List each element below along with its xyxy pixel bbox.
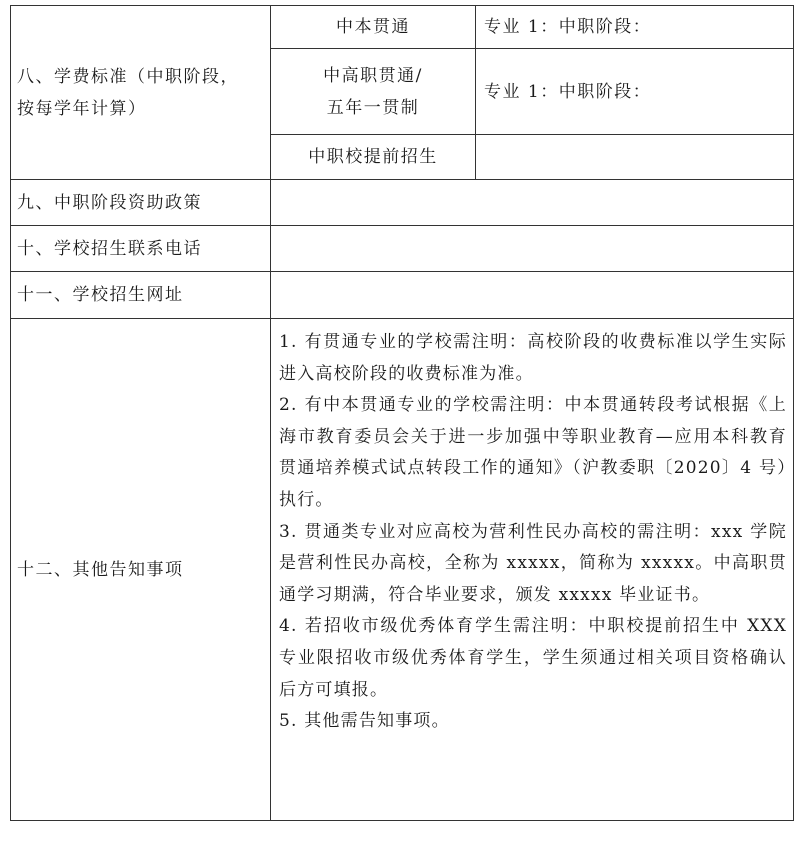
tuition-sub-zhongben: 中本贯通 — [271, 6, 476, 49]
website-row — [11, 272, 794, 319]
other-notes-label: 十二、其他告知事项 — [11, 319, 271, 821]
phone-value — [271, 226, 794, 272]
tuition-sub-zhonggao — [271, 49, 476, 135]
aid-policy-label: 九、中职阶段资助政策 — [11, 180, 271, 226]
note-item: 5. 其他需告知事项。 — [279, 711, 450, 732]
note-item: 3. 贯通类专业对应高校为营利性民办高校的需注明：xxx 学院是营利性民办高校，全称为 xxxxx，简称为 xxxxx。中高职贯通学习期满，符合毕业要求，颁发 xxxxx 毕业证书。 — [279, 521, 787, 605]
tuition-sub-early: 中职校提前招生 — [271, 135, 476, 180]
note-item: 1. 有贯通专业的学校需注明：高校阶段的收费标准以学生实际进入高校阶段的收费标准为准。 — [279, 332, 787, 384]
note-item: 4. 若招收市级优秀体育学生需注明：中职校提前招生中 XXX 专业限招收市级优秀体育学生，学生须通过相关项目资格确认后方可填报。 — [279, 616, 787, 700]
tuition-label-line2: 按每学年计算） — [17, 98, 147, 119]
aid-policy-row — [11, 180, 794, 226]
website-value — [271, 272, 794, 319]
tuition-row-1 — [11, 6, 794, 49]
tuition-sub-zhonggao-line2: 五年一贯制 — [326, 97, 420, 118]
tuition-value-zhonggao: 专业 1：中职阶段： — [476, 49, 794, 135]
aid-policy-value — [271, 180, 794, 226]
enrollment-info-table — [10, 5, 794, 821]
phone-label: 十、学校招生联系电话 — [11, 226, 271, 272]
other-notes-row — [11, 319, 794, 821]
tuition-sub-zhonggao-line1: 中高职贯通/ — [323, 65, 423, 86]
phone-row — [11, 226, 794, 272]
tuition-value-zhongben: 专业 1：中职阶段： — [476, 6, 794, 49]
note-item: 2. 有中本贯通专业的学校需注明：中本贯通转段考试根据《上海市教育委员会关于进一步加强中等职业教育—应用本科教育贯通培养模式试点转段工作的通知》（沪教委职〔2020〕4 号）执行。 — [279, 395, 787, 510]
tuition-label-cell — [11, 6, 271, 180]
tuition-label-line1: 八、学费标准（中职阶段， — [17, 66, 239, 87]
other-notes-content — [271, 319, 794, 821]
tuition-value-early — [476, 135, 794, 180]
website-label: 十一、学校招生网址 — [11, 272, 271, 319]
